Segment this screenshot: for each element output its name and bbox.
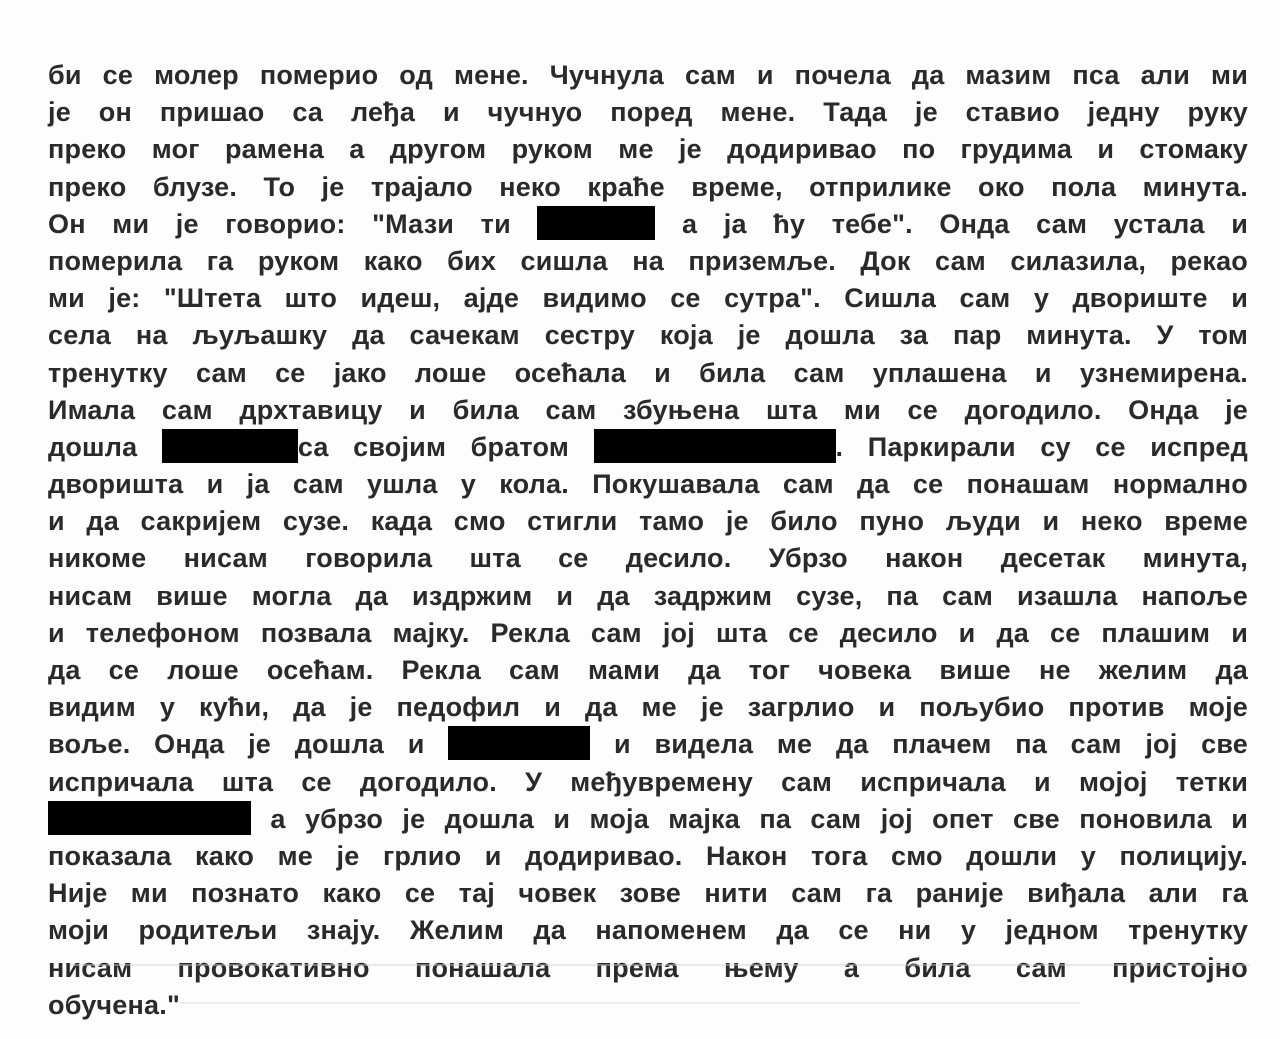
redaction-box — [48, 801, 251, 835]
text-line: да се лоше осећам. Рекла сам мами да тог човека више не желим да — [48, 655, 1248, 685]
text-line: никоме нисам говорила шта се десило. Убрзо након десетак минута, — [48, 543, 1248, 574]
text-segment: са својим братом — [297, 431, 594, 462]
text-line: Имала сам дрхтавицу и била сам збуњена шта ми се догодило. Онда је — [48, 394, 1248, 425]
scan-artifact — [70, 964, 1250, 966]
text-line: нисам провокативно понашала према њему а била сам пристојно — [48, 952, 1248, 983]
scan-artifact — [180, 1002, 1080, 1004]
text-line: ми је: "Штета што идеш, ајде видимо се сутра". Сишла сам у двориште и — [48, 283, 1248, 314]
redaction-box — [448, 726, 590, 760]
text-line: је он пришао са леђа и чучнуо поред мене. Тада је ставио једну руку — [48, 97, 1248, 128]
redaction-box — [594, 429, 836, 463]
text-line: преко мог рамена а другом руком ме је додиривао по грудима и стомаку — [48, 134, 1248, 165]
text-line: и телефоном позвала мајку. Рекла сам јој шта се десило и да се плашим и — [48, 617, 1248, 648]
redaction-box — [162, 429, 298, 463]
text-segment: воље. Онда је дошла и — [48, 729, 449, 760]
text-line: обучена." — [48, 989, 180, 1020]
text-line: дворишта и ја сам ушла у кола. Покушавала сам да се понашам нормално — [48, 469, 1248, 500]
text-line: показала како ме је грлио и додиривао. Након тога смо дошли у полицију. — [48, 840, 1248, 871]
text-line — [48, 801, 1248, 838]
text-line: Није ми познато како се тај човек зове нити сам га раније виђала али га — [48, 878, 1248, 909]
text-line — [48, 726, 1248, 763]
text-segment: и видела ме да плачем па сам јој све — [590, 729, 1249, 760]
redaction-box — [537, 206, 655, 240]
text-line: моји родитељи знају. Желим да напоменем да се ни у једном тренутку — [48, 915, 1248, 946]
text-segment: . Паркирали су се испред — [835, 431, 1248, 462]
text-line: села на љуљашку да сачекам сестру која је дошла за пар минута. У том — [48, 320, 1248, 351]
text-line: видим у кући, да је педофил и да ме је загрлио и пољубио против моје — [48, 692, 1248, 723]
text-line: и да сакријем сузе. када смо стигли тамо је било пуно људи и неко време — [48, 506, 1248, 537]
text-segment: дошла — [48, 431, 162, 462]
text-segment: а ја ћу тебе". Онда сам устала и — [655, 208, 1248, 239]
text-segment: а убрзо је дошла и моја мајка па сам јој опет све поновила и — [251, 803, 1248, 834]
text-line: би се молер померио од мене. Чучнула сам и почела да мазим пса али ми — [48, 60, 1248, 90]
text-line: померила га руком како бих сишла на приземље. Док сам силазила, рекао — [48, 245, 1248, 276]
text-line: испричала шта се догодило. У међувремену сам испричала и мојој тетки — [48, 766, 1248, 797]
text-segment: Он ми је говорио: "Мази ти — [48, 208, 538, 239]
statement-text — [48, 57, 1248, 1024]
text-line — [48, 206, 1248, 243]
text-line: тренутку сам се јако лоше осећала и била сам уплашена и узнемирена. — [48, 357, 1248, 388]
text-line: нисам више могла да издржим и да задржим сузе, па сам изашла напоље — [48, 580, 1248, 611]
text-line — [48, 429, 1248, 466]
text-line: преко блузе. То је трајало неко краће време, отприлике око пола минута. — [48, 171, 1248, 202]
